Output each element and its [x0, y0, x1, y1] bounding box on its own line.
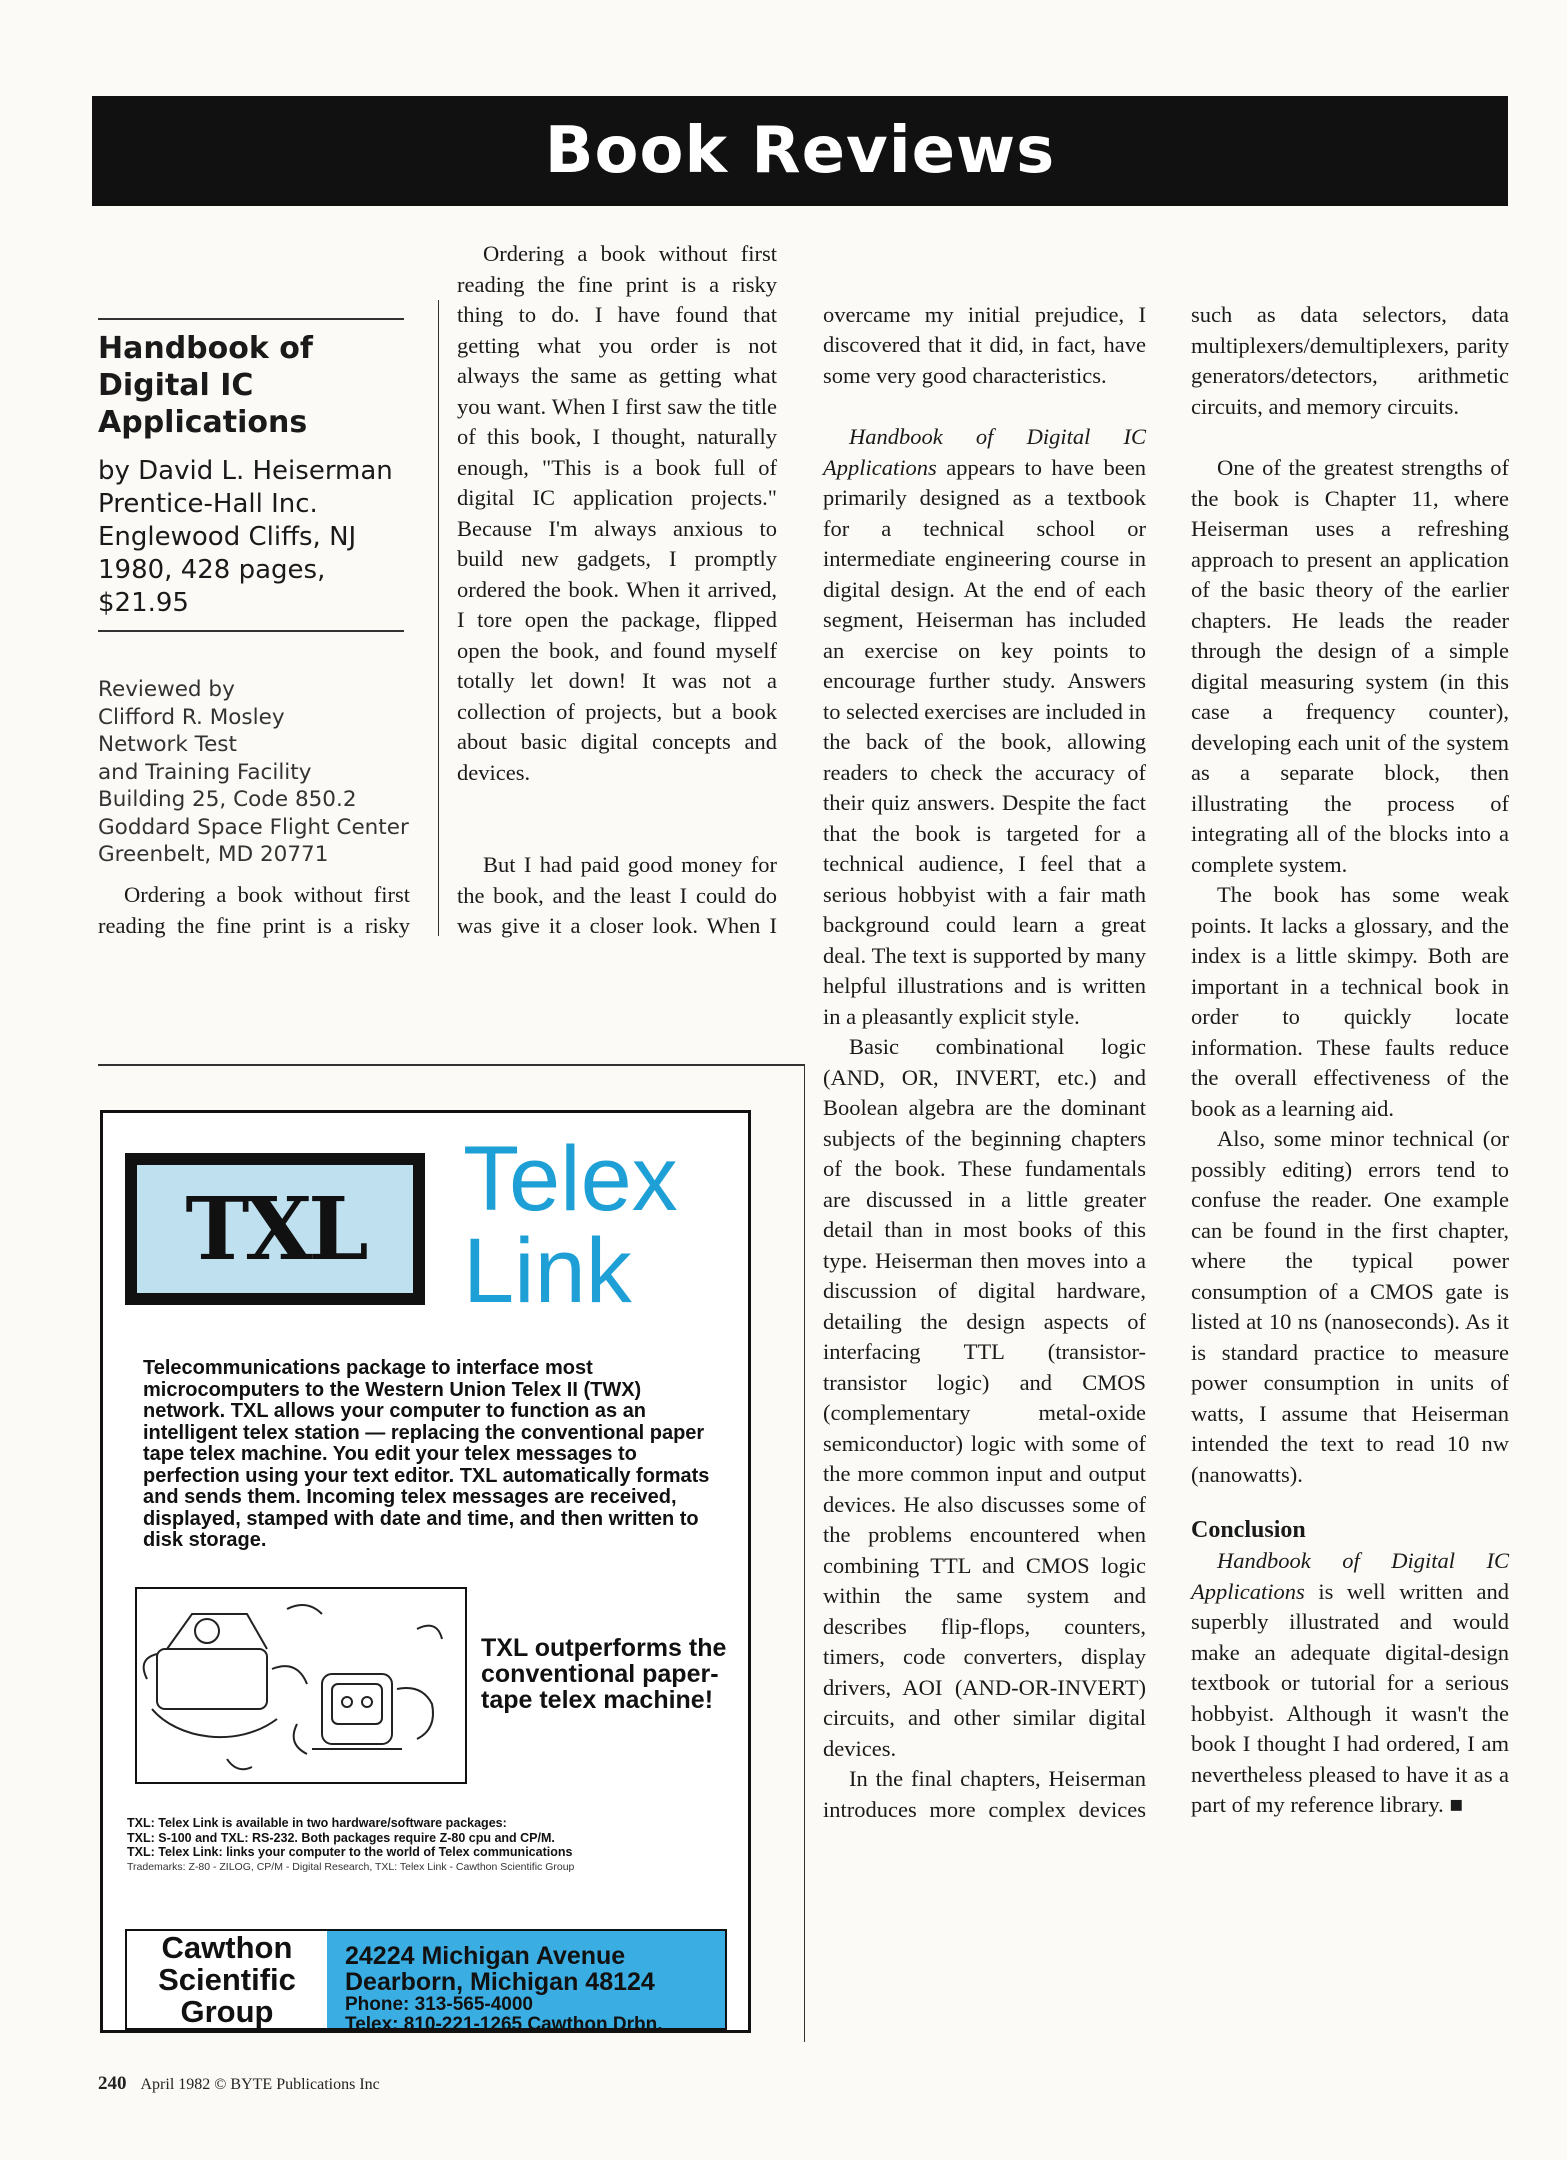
- article-paragraph: Basic combinational logic (AND, OR, INVERT, etc.) and Boolean algebra are the dominant subjects of the beginning chapters of the book. These fundamentals are discussed in a little greater detail than in most books of this type. Heiserman then moves into a discussion of digital hardware, detailing the design aspects of interfacing TTL (transistor-transistor logic) and CMOS (complementary metal-oxide semiconductor) logic with some of the more common input and output devices. He also discusses some of the problems encountered when combining TTL and CMOS logic within the same system and describes flip-flops, counters, timers, code converters, display drivers, AOI (AND-OR-INVERT) circuits, and other similar digital devices.: [823, 1034, 1146, 1761]
- paragraph-text: is well written and superbly illustrated and would make an adequate digital-design textbook or tutorial for a serious hobbyist. Although it wasn't the book I thought I had ordered, I am nevertheless pleased to have it as a part of my reference library.: [1191, 1578, 1509, 1817]
- header-banner: [92, 96, 1508, 206]
- fine-print-line: TXL: Telex Link is available in two hardware/software packages:: [127, 1816, 507, 1830]
- page-title: Book Reviews: [544, 114, 1056, 188]
- company-name: [127, 1931, 327, 2028]
- article-paragraph-continued: [457, 239, 777, 788]
- book-publisher: Prentice-Hall Inc.: [98, 489, 318, 519]
- computer-cartoon-illustration: [135, 1587, 467, 1784]
- phone-line: Phone: 313-565-4000: [345, 1994, 533, 2015]
- page-footer: [98, 2073, 380, 2095]
- reviewer-line: Goddard Space Flight Center: [98, 814, 409, 840]
- article-paragraph: Also, some minor technical (or possibly editing) errors tend to confuse the reader. One example can be found in the first chapter, where the typical power consumption of a CMOS gate is listed at 10 ns (nanoseconds). As it is standard practice to measure power consumption in units of watts, I assume that Heiserman intended the text to read 10 nw (nanowatts).: [1191, 1126, 1509, 1487]
- column-2: [457, 241, 777, 788]
- book-title: Handbook of Digital IC Applications: [98, 331, 313, 440]
- book-info-rule: [98, 630, 404, 632]
- paragraph-text: Ordering a book without first reading the fine print is a risky: [98, 882, 410, 938]
- article-paragraph: [1191, 1546, 1509, 1821]
- paragraph-text: In the final chapters, Heiserman introduces more complex devices: [823, 1766, 1146, 1822]
- article-paragraph: One of the greatest strengths of the book is Chapter 11, where Heiserman uses a refreshing approach to present an application of the basic theory of the earlier chapters. He leads the reader through the design of a simple digital measuring system (in this case a frequency counter), developing each unit of the system as a separate block, then illustrating the process of integrating all of the blocks into a complete system.: [1191, 455, 1509, 877]
- reviewer-line: and Training Facility: [98, 759, 312, 785]
- reviewer-line: Clifford R. Mosley: [98, 704, 285, 730]
- article-paragraph: The book has some weak points. It lacks a glossary, and the index is a little skimpy. Both are important in a technical book in order to quickly locate information. These faults reduce the overall effectiveness of the book as a learning aid.: [1191, 882, 1509, 1121]
- company-name-line: Group: [180, 1993, 274, 2029]
- reviewer-block: [98, 676, 410, 869]
- column-1: [98, 310, 410, 869]
- column-divider-1: [438, 300, 439, 936]
- address-line: 24224 Michigan Avenue: [345, 1942, 626, 1970]
- book-title-italic: Handbook of Digital IC Applications: [1191, 1548, 1509, 1604]
- paragraph-text: Ordering a book without first reading the fine print is a risky thing to do. I have found that getting what you order is not always the same as getting what you want. When I first saw the title of this book, I thought, naturally enough, "This is a book full of digital IC application projects." Because I'm always anxious to build new gadgets, I promptly ordered the book. When it arrived, I tore open the package, flipped open the book, and found myself totally let down! It was not a collection of projects, but a book about basic digital concepts and devices.: [457, 241, 777, 785]
- conclusion-heading: Conclusion: [1191, 1517, 1306, 1543]
- book-info: [98, 455, 410, 620]
- book-city: Englewood Cliffs, NJ: [98, 522, 357, 552]
- telex-link-ad: [100, 1110, 751, 2033]
- trademarks-line: Trademarks: Z-80 - ZILOG, CP/M - Digital Research, TXL: Telex Link - Cawthon Scientific Group: [127, 1860, 575, 1873]
- article-body: [98, 880, 410, 941]
- reviewer-line: Reviewed by: [98, 677, 235, 702]
- article-paragraph-continued: [1191, 300, 1509, 453]
- article-paragraph: [98, 880, 410, 941]
- fine-print-line: TXL: S-100 and TXL: RS-232. Both packages require Z-80 cpu and CP/M.: [127, 1830, 555, 1845]
- book-title-italic: Handbook of Digital IC Applications: [823, 424, 1146, 480]
- end-mark: ■: [1449, 1792, 1463, 1817]
- book-details: 1980, 428 pages, $21.95: [98, 555, 326, 618]
- txl-logo-inner: [137, 1165, 413, 1293]
- paragraph-text: overcame my initial prejudice, I discovered that it did, in fact, have some very good characteristics.: [823, 301, 1146, 388]
- article-paragraph: But I had paid good money for the book, and the least I could do was give it a closer look. When I: [457, 852, 777, 938]
- txl-logo-text: TXL: [185, 1178, 365, 1280]
- column-divider-2: [804, 1064, 805, 2042]
- column-3: [823, 300, 1146, 1825]
- company-name-line: Scientific: [158, 1961, 296, 1997]
- ad-headline: [463, 1128, 678, 1322]
- address-line: Dearborn, Michigan 48124: [345, 1968, 655, 1996]
- company-name-line: Cawthon: [161, 1929, 293, 1965]
- ad-tagline: TXL outperforms the conventional paper-tape telex machine!: [481, 1634, 727, 1714]
- reviewer-line: Network Test: [98, 732, 237, 757]
- cartoon-drawing: [137, 1589, 465, 1782]
- fine-print-line: TXL: Telex Link: links your computer to the world of Telex communications: [127, 1845, 573, 1859]
- ad-fine-print: [127, 1816, 727, 1874]
- article-paragraph-continued: [823, 300, 1146, 422]
- ad-contact-box: [125, 1929, 727, 2035]
- telex-line: Telex: 810-221-1265 Cawthon Drbn.: [345, 2014, 663, 2035]
- page-number: 240: [98, 2073, 127, 2094]
- headline-line: Link: [463, 1220, 632, 1322]
- ad-top-rule: [98, 1064, 804, 1066]
- paragraph-text: such as data selectors, data multiplexers/demultiplexers, parity generators/detectors, arithmetic circuits, and memory circuits.: [1191, 302, 1509, 419]
- paragraph-text: appears to have been primarily designed as a textbook for a technical school or intermediate engineering course in digital design. At the end of each segment, Heiserman has included an exercise on key points to encourage further study. Answers to selected exercises are included in the back of the book, allowing readers to check the accuracy of their quiz answers. Despite the fact that the book is targeted for a technical audience, I feel that a serious hobbyist with a fair math background could learn a great deal. The text is supported by many helpful illustrations and is written in a pleasantly explicit style.: [823, 454, 1146, 1029]
- book-author: by David L. Heiserman: [98, 456, 393, 486]
- article-paragraph: [823, 1764, 1146, 1825]
- reviewer-line: Greenbelt, MD 20771: [98, 842, 329, 867]
- footer-credit: April 1982 © BYTE Publications Inc: [140, 2076, 380, 2093]
- ad-description: Telecommunications package to interface most microcomputers to the Western Union Telex II (TWX) network. TXL allows your computer to function as an intelligent telex station — replacing the conventional paper tape telex machine. You edit your telex messages to perfection using your text editor. TXL automatically formats and sends them. Incoming telex messages are received, displayed, stamped with date and time, and then written to disk storage.: [143, 1357, 710, 1551]
- headline-line: Telex: [463, 1128, 678, 1230]
- column-2b: [457, 850, 777, 942]
- company-address: [327, 1931, 725, 2035]
- article-paragraph: [823, 422, 1146, 1032]
- reviewer-line: Building 25, Code 850.2: [98, 787, 357, 812]
- txl-logo: [125, 1153, 425, 1305]
- column-4: [1191, 300, 1509, 1821]
